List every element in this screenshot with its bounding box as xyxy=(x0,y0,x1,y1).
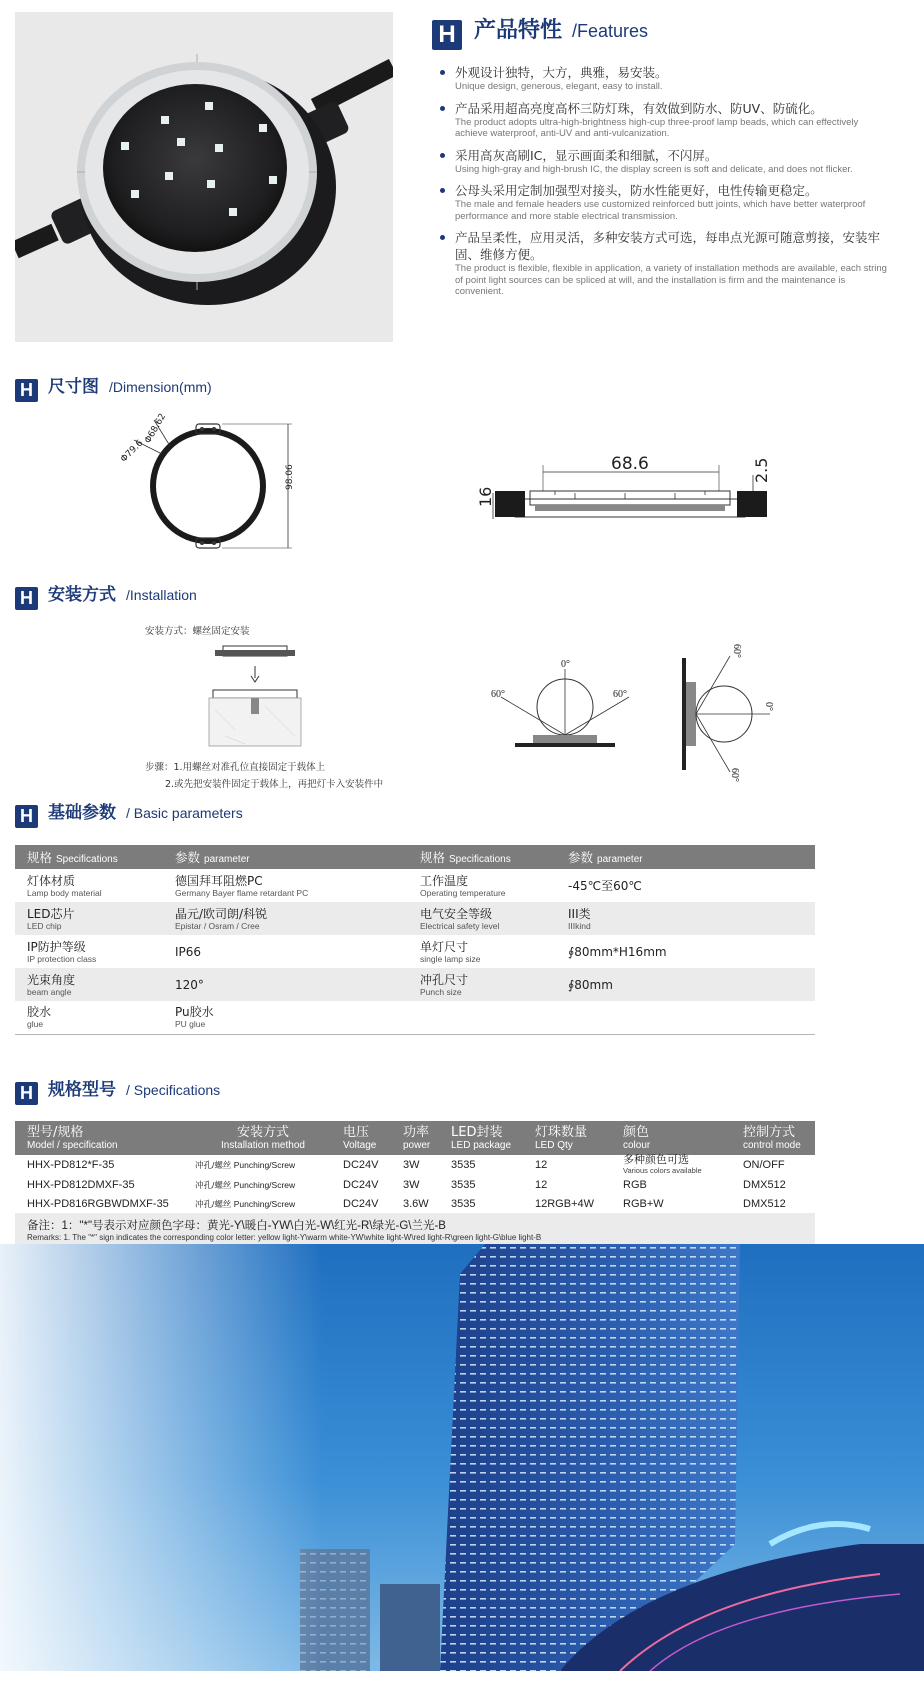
angle-0-label: 0° xyxy=(561,659,570,670)
basic-heading xyxy=(15,798,243,824)
brand-h-icon: H xyxy=(15,587,38,610)
side-angle-0: 0° xyxy=(763,702,774,711)
feature-item: 外观设计独特，大方，典雅，易安装。 Unique design, generous, elegant, easy to install. xyxy=(438,64,888,93)
side-angle-60-top: 60° xyxy=(731,644,742,658)
dim-outer-label: Φ79.6 xyxy=(119,438,146,465)
table-row: HHX-PD812DMXF-35 冲孔/螺丝 Punching/Screw DC24V 3W 3535 12 RGB DMX512 xyxy=(27,1178,786,1191)
table-header: 规格 Specifications 参数 parameter 规格 Specifications 参数 parameter xyxy=(15,845,815,869)
table-row: HHX-PD812*F-35 冲孔/螺丝 Punching/Screw DC24V 3W 3535 12 多种颜色可选 Various colors available ON/OFF xyxy=(27,1154,785,1175)
basic-title-en: / Basic parameters xyxy=(126,805,243,821)
angle-60-right-label: 60° xyxy=(613,689,627,700)
installation-heading xyxy=(15,580,197,606)
angle-60-left-label: 60° xyxy=(491,689,505,700)
specs-title: 规格型号 xyxy=(48,1080,116,1100)
beam-angle-drawing xyxy=(485,655,635,755)
specs-heading xyxy=(15,1075,220,1101)
dim-top-label: 2.5 xyxy=(752,457,771,483)
install-method-caption: 安装方式：螺丝固定安装 xyxy=(145,626,250,637)
brand-h-icon: H xyxy=(15,805,38,828)
table-row: HHX-PD816RGBWDMXF-35 冲孔/螺丝 Punching/Screw DC24V 3.6W 3535 12RGB+4W RGB+W DMX512 xyxy=(27,1197,786,1210)
dim-inner-label: Φ68.62 xyxy=(143,411,169,446)
feature-item: 产品呈柔性，应用灵活，多种安装方式可选，每串点光源可随意剪接，安装牢固、维修方便。 The product is flexible, flexible in application, a variety of installation methods are available, each string of point light sources can be spliced at will, and the installation is firm and the maintenance is convenient. xyxy=(438,229,888,298)
dimension-heading xyxy=(15,372,212,398)
table-row: IP防护等级 IP protection class IP66 单灯尺寸 single lamp size ∮80mm*H16mm xyxy=(27,939,667,964)
features-title-en: /Features xyxy=(572,21,649,41)
top-view-drawing xyxy=(110,410,310,570)
specs-table xyxy=(15,1121,815,1249)
remarks-en: Remarks: 1. The "*" sign indicates the corresponding color letter: yellow light-Y\warm white-YW\white light-W\red light-R\green light-G\blue light-B xyxy=(27,1233,542,1242)
dimension-title: 尺寸图 xyxy=(48,377,99,397)
table-header: 型号/规格 Model / specification 安装方式 Installation method 电压 Voltage 功率 power LED封装 LED package 灯珠数量 LED Qty 颜色 colour 控制方式 control mode xyxy=(15,1121,815,1155)
side-angle-60-bottom: 60° xyxy=(729,768,740,782)
install-step2: 2.或先把安装件固定于载体上，再把灯卡入安装件中 xyxy=(165,779,384,790)
install-step1: 步骤：1.用螺丝对准孔位直接固定于载体上 xyxy=(145,762,326,773)
brand-h-icon: H xyxy=(15,379,38,402)
dim-width-label: 68.6 xyxy=(611,454,649,474)
table-row: 灯体材质 Lamp body material 德国拜耳阻燃PC Germany Bayer flame retardant PC 工作温度 Operating temperature -45℃至60℃ xyxy=(27,873,642,898)
installation-title-en: /Installation xyxy=(126,587,197,603)
dim-height-label: 98.06 xyxy=(285,464,295,490)
side-beam-drawing xyxy=(670,640,790,790)
product-photo xyxy=(15,12,393,342)
table-row: 胶水 glue Pu胶水 PU glue xyxy=(15,1001,815,1034)
features-list xyxy=(438,64,888,305)
remarks-zh: 备注：1："*"号表示对应颜色字母：黄光-Y\暖白-YW\白光-W\红光-R\绿光-G\兰光-B xyxy=(27,1220,446,1232)
installation-title: 安装方式 xyxy=(48,585,116,605)
application-photo xyxy=(0,1244,924,1671)
install-step-drawing xyxy=(205,640,305,750)
dim-thickness-label: 16 xyxy=(476,486,495,507)
table-row: LED芯片 LED chip 晶元/欧司朗/科锐 Epistar / Osram / Cree 电气安全等级 Electrical safety level III类 IIIkind xyxy=(15,902,815,935)
feature-item: 产品采用超高亮度高杯三防灯珠，有效做到防水、防UV、防硫化。 The product adopts ultra-high-brightness high-cup three-proof lamp beads, which can effectively achieve waterproof, anti-UV and anti-vulcanization. xyxy=(438,100,888,140)
specs-title-en: / Specifications xyxy=(126,1082,221,1098)
dimension-title-en: /Dimension(mm) xyxy=(109,379,212,395)
brand-h-icon: H xyxy=(432,20,462,50)
table-row: 光束角度 beam angle 120° 冲孔尺寸 Punch size ∮80mm xyxy=(15,968,815,1001)
side-view-drawing xyxy=(475,445,775,535)
feature-item: 采用高灰高刷IC，显示画面柔和细腻，不闪屏。 Using high-gray and high-brush IC, the display screen is soft and delicate, and does not flicker. xyxy=(438,147,888,176)
basic-title: 基础参数 xyxy=(48,803,116,823)
features-heading xyxy=(432,13,649,48)
basic-params-table xyxy=(15,845,815,1035)
brand-h-icon: H xyxy=(15,1082,38,1105)
feature-item: 公母头采用定制加强型对接头，防水性能更好，电性传输更稳定。 The male and female headers use customized reinforced butt joints, which have better waterproof performance and more stable electrical transmission. xyxy=(438,182,888,222)
features-title: 产品特性 xyxy=(474,18,563,43)
